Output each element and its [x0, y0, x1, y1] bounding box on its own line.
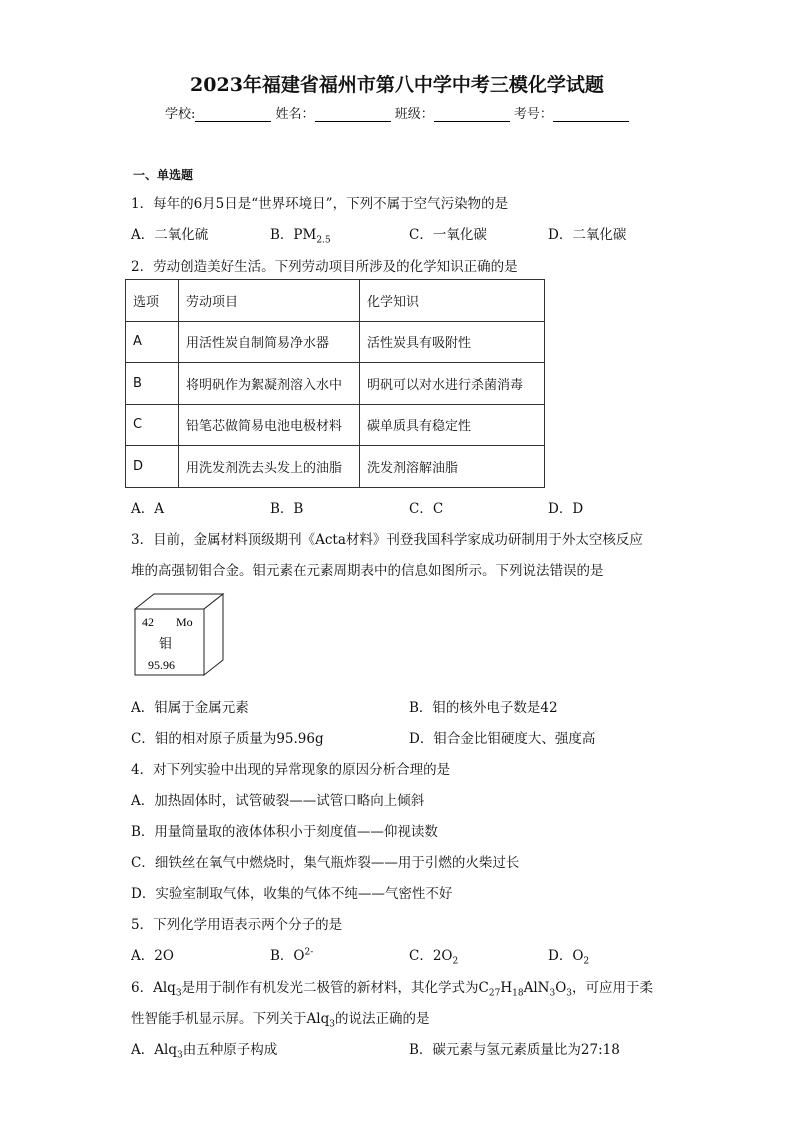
atomic-number: 42 [142, 615, 154, 629]
q5-option-c[interactable] [409, 944, 458, 967]
table-cell: 洗发剂溶解油脂 [360, 446, 545, 488]
q5-option-d-subscript: 2 [583, 956, 590, 967]
question-6-stem-line1 [131, 976, 653, 999]
q6-subscript: 3 [329, 1019, 335, 1030]
question-3-stem-line1: 3．目前，金属材料顶级期刊《Acta材料》刊登我国科学家成功研制用于外太空核反应 [131, 532, 643, 548]
page-title: 2023年福建省福州市第八中学中考三模化学试题 [190, 74, 604, 96]
number-label: 考号： [513, 107, 553, 122]
q6-option-b[interactable]: B．碳元素与氢元素质量比为27:18 [409, 1042, 620, 1058]
table-header-cell: 化学知识 [360, 280, 545, 322]
table-cell: C [126, 404, 179, 446]
q2-option-a[interactable]: A．A [131, 501, 164, 517]
school-blank[interactable] [195, 107, 271, 122]
q2-option-b[interactable]: B．B [270, 501, 304, 517]
q3-option-b[interactable]: B．钼的核外电子数是42 [409, 700, 558, 716]
q5-option-c-text: C．2O [409, 948, 453, 964]
q1-option-c[interactable]: C．一氧化碳 [409, 227, 487, 243]
class-blank[interactable] [434, 107, 510, 122]
class-label: 班级： [394, 107, 434, 122]
q6-text: ，可应用于柔 [572, 980, 654, 996]
q1-option-d[interactable]: D．二氧化碳 [548, 227, 627, 243]
q4-option-d[interactable]: D．实验室制取气体，收集的气体不纯——气密性不好 [131, 886, 453, 902]
q6-text: 的说法正确的是 [334, 1011, 430, 1027]
q6-option-a[interactable] [131, 1038, 277, 1061]
table-cell: B [126, 363, 179, 405]
table-cell: 将明矾作为絮凝剂溶入水中 [179, 363, 360, 405]
name-label: 姓名： [275, 107, 315, 122]
table-header-row [126, 280, 545, 322]
q6-text: AlN [523, 980, 550, 996]
q2-table [125, 279, 545, 488]
question-4-stem: 4．对下列实验中出现的异常现象的原因分析合理的是 [131, 762, 451, 778]
q3-option-a[interactable]: A．钼属于金属元素 [131, 700, 249, 716]
q1-option-a[interactable]: A．二氧化硫 [131, 227, 209, 243]
table-row [126, 446, 545, 488]
table-row [126, 321, 545, 363]
question-3-stem-line2: 堆的高强韧钼合金。钼元素在元素周期表中的信息如图所示。下列说法错误的是 [131, 563, 604, 579]
table-cell: 铅笔芯做简易电池电极材料 [179, 404, 360, 446]
table-cell: 碳单质具有稳定性 [360, 404, 545, 446]
section-heading: 一、单选题 [133, 168, 194, 182]
question-1-stem: 1．每年的6月5日是“世界环境日”，下列不属于空气污染物的是 [131, 196, 509, 212]
question-5-stem: 5．下列化学用语表示两个分子的是 [131, 917, 343, 933]
q3-option-c[interactable]: C．钼的相对原子质量为95.96g [131, 731, 324, 747]
q4-option-b[interactable]: B．用量筒量取的液体体积小于刻度值——仰视读数 [131, 824, 438, 840]
q6-text: 性智能手机显示屏。下列关于Alq [131, 1011, 330, 1027]
q6-subscript: 3 [566, 988, 573, 999]
school-label: 学校: [165, 107, 196, 122]
q5-option-d[interactable] [548, 944, 589, 967]
q6-subscript: 3 [549, 988, 556, 999]
q6-subscript: 27 [488, 988, 501, 999]
q1-option-b-text: B．PM [270, 227, 317, 243]
table-cell: 用洗发剂洗去头发上的油脂 [179, 446, 360, 488]
q1-option-b-subscript: 2.5 [316, 235, 331, 246]
q5-option-d-text: D．O [548, 948, 584, 964]
name-blank[interactable] [315, 107, 391, 122]
table-header-cell: 劳动项目 [179, 280, 360, 322]
student-info-line [165, 103, 629, 122]
table-header-cell: 选项 [126, 280, 179, 322]
q5-option-a[interactable]: A．2O [131, 948, 174, 964]
element-name: 钼 [159, 637, 173, 652]
q5-option-b[interactable] [270, 944, 313, 964]
atomic-mass: 95.96 [148, 658, 175, 672]
q6-option-a-text: 由五种原子构成 [182, 1042, 278, 1058]
q4-option-a[interactable]: A．加热固体时，试管破裂——试管口略向上倾斜 [131, 793, 425, 809]
element-symbol: Mo [176, 615, 193, 629]
table-cell: 明矾可以对水进行杀菌消毒 [360, 363, 545, 405]
table-cell: 活性炭具有吸附性 [360, 321, 545, 363]
q6-text: O [555, 980, 567, 996]
q5-option-b-text: B．O [270, 948, 305, 964]
q6-option-a-subscript: 3 [176, 1050, 183, 1061]
q6-subscript: 3 [175, 988, 182, 999]
q6-option-a-text: A．Alq [131, 1042, 177, 1058]
element-cell-molybdenum [130, 592, 226, 680]
q2-option-d[interactable]: D．D [548, 501, 584, 517]
q2-option-c[interactable]: C．C [409, 501, 444, 517]
q6-text: 是用于制作有机发光二极管的新材料，其化学式为C [181, 980, 489, 996]
q6-text: H [500, 980, 513, 996]
q6-subscript: 18 [512, 988, 524, 999]
q5-option-b-superscript: 2- [304, 947, 314, 958]
question-6-stem-line2 [131, 1007, 429, 1030]
table-cell: 用活性炭自制简易净水器 [179, 321, 360, 363]
table-cell: D [126, 446, 179, 488]
table-row [126, 363, 545, 405]
table-row [126, 404, 545, 446]
number-blank[interactable] [553, 107, 629, 122]
q5-option-c-subscript: 2 [452, 956, 459, 967]
table-cell: A [126, 321, 179, 363]
q6-text: 6．Alq [131, 980, 176, 996]
question-2-stem: 2．劳动创造美好生活。下列劳动项目所涉及的化学知识正确的是 [131, 259, 518, 275]
q1-option-b[interactable] [270, 223, 331, 246]
q4-option-c[interactable]: C．细铁丝在氧气中燃烧时，集气瓶炸裂——用于引燃的火柴过长 [131, 855, 520, 871]
q3-option-d[interactable]: D．钼合金比钼硬度大、强度高 [409, 731, 596, 747]
